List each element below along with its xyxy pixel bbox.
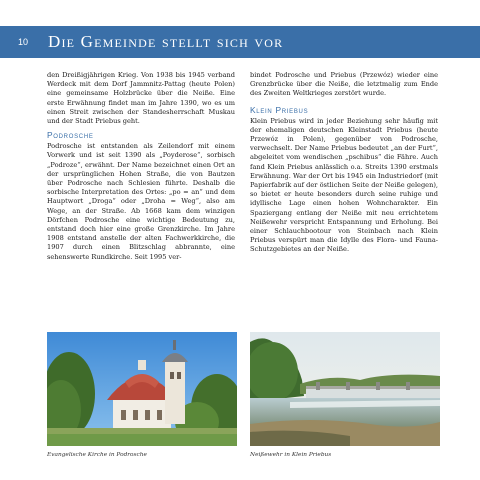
right-intro-paragraph: bindet Podrosche und Priebus (Przewóz) wieder eine Grenzbrücke über die Neiße, die letztmalig zum Ende des Zweiten Weltkrieges zerstört wurde.	[250, 71, 438, 98]
left-intro-paragraph: den Dreißigjährigen Krieg. Von 1938 bis 1945 verband Werdeck mit dem Dorf Jammnitz-Pattag (heute Polen) eine gemeinsame Holzbrücke über die Neiße. Eine erste Erwähnung findet man im Jahre 1390, wo es um einen Streit zwischen der Standesherrschaft Muskau und der Stadt Priebus geht.	[47, 71, 235, 126]
section-heading-podrosche: Podrosche	[47, 130, 94, 141]
left-text-column	[47, 71, 235, 262]
church-photo-caption: Evangelische Kirche in Podrosche	[47, 452, 147, 458]
section-heading-klein-priebus: Klein Priebus	[250, 104, 309, 115]
page-title: Die Gemeinde stellt sich vor	[48, 32, 284, 51]
klein-priebus-paragraph: Klein Priebus wird in jeder Beziehung sehr häufig mit der ehemaligen deutschen Kleinstadt Priebus (heute Przewóz in Polen), gegenüber von Podrosche, verwechselt. Der Name Priebus bedeutet „an der Furt“, abgeleitet vom wendischen „pschibus“ die Fähre. Auch fand Klein Priebus anlässlich o.a. Streits 1390 erstmals Erwähnung. War der Ort bis 1945 ein Industriedorf (mit Papierfabrik auf der östlichen Seite der Neiße gelegen), so bietet er heute besonders durch seine ruhige und idyllische Lage einen hohen Wohncharakter. Ein Spaziergang entlang der Neiße mit neu errichtetem Neißewehr verspricht Entspannung und Erholung. Bei einer Schlauchbootour von Steinbach nach Klein Priebus verspürt man die Idylle des Flora- und Fauna-Schutzgebietes an der Neiße.	[250, 116, 439, 254]
page-number: 10	[18, 37, 29, 47]
right-text-column	[250, 71, 438, 255]
church-illustration	[47, 332, 237, 446]
weir-illustration	[250, 332, 440, 446]
weir-photo	[250, 332, 440, 446]
podrosche-paragraph: Podrosche ist entstanden als Zeilendorf mit einem Vorwerk und ist seit 1390 als „Poyderose“, sorbisch „Podroze“, erwähnt. Der Name bezeichnet einen Ort an der ursprünglichen Hohen Straße, die von Bautzen über Podrosche nach Schlesien führte. Deshalb die sorbische Interpretation des Ortes: „po = an“ und dem Hauptwort „Droga“ oder „Droha = Weg“, also am Wege, an der Straße. Ab 1668 kam dem winzigen Dörfchen Podrosche eine wichtige Bedeutung zu, entstand doch hier eine große Grenzkirche. Im Jahre 1908 entstand anstelle der alten Fachwerkkirche, die 1907 durch einen Blitzschlag abbrannte, eine sehenswerte Rundkirche. Seit 1995 ver-	[47, 142, 235, 261]
church-photo	[47, 332, 237, 446]
weir-photo-caption: Neißewehr in Klein Priebus	[250, 452, 332, 458]
page-header-bar	[0, 26, 480, 58]
